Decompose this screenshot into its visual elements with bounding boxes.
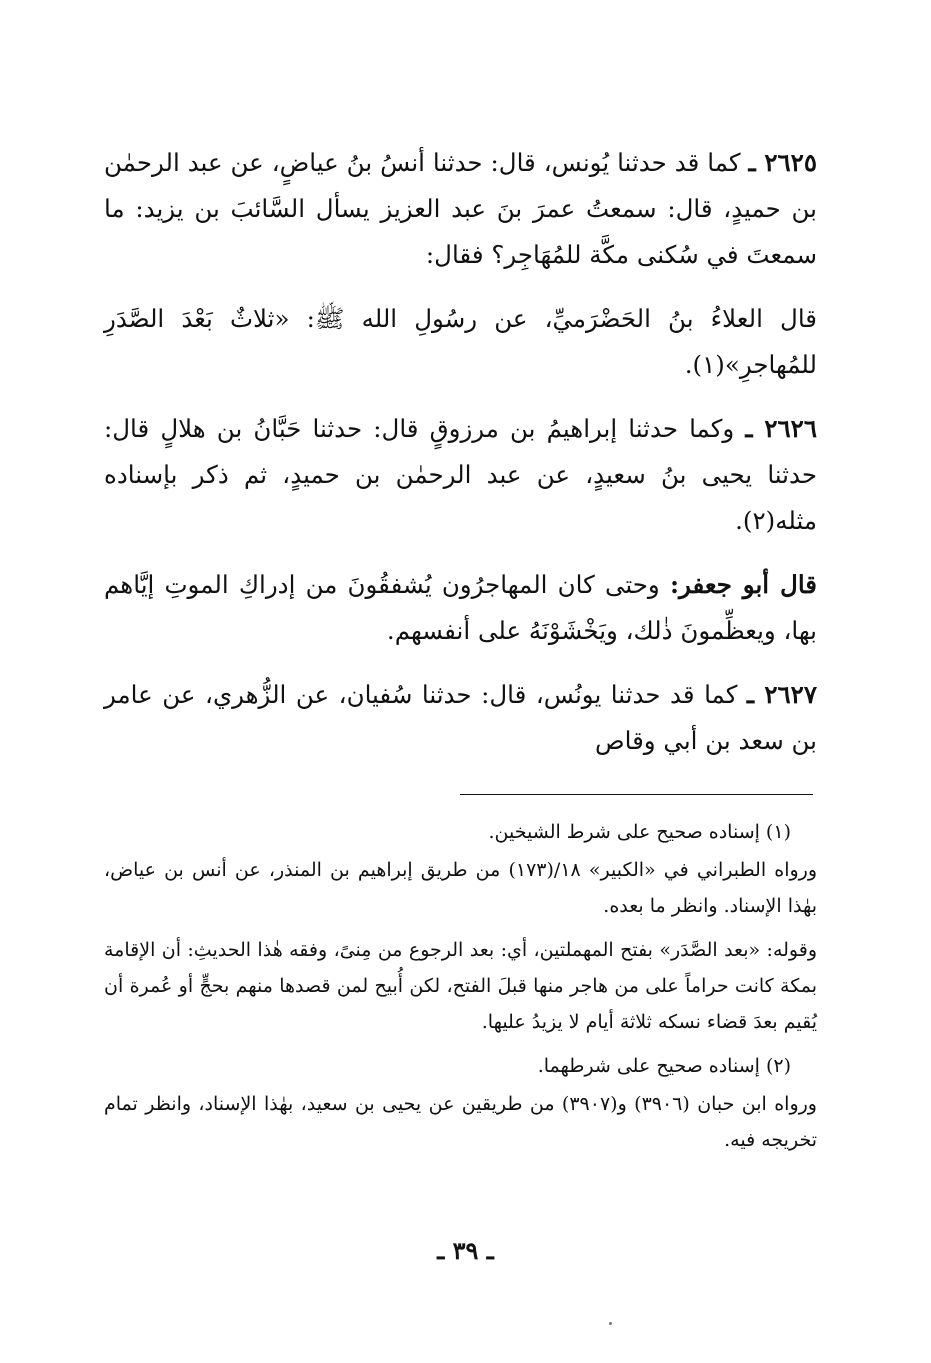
scan-speck: [609, 1322, 612, 1325]
speaker-label: قال أبو جعفر:: [669, 570, 817, 599]
hadith-number: ٢٦٢٥ ـ: [748, 148, 817, 177]
hadith-text: كما قد حدثنا يونُس، قال: حدثنا سُفيان، عن الزُّهري، عن عامر بن سعد بن أبي وقاص: [104, 680, 817, 755]
footnote-1-paragraph: وقوله: «بعد الصَّدَر» بفتح المهملتين، أي: بعد الرجوع من مِنىً، وفقه هٰذا الحديثِ: أن الإقامة بمكة كانت حراماً على من هاجر منها قبلَ الفتح، لكن أُبيح لمن قصدها منهم بحجٍّ أو عُمرة أن يُقيم بعدَ قضاء نسكه ثلاثة أيام لا يزيدُ عليها.: [104, 939, 817, 1033]
hadith-number: ٢٦٢٧ ـ: [746, 680, 817, 709]
hadith-text: قال العلاءُ بنُ الحَضْرَميِّ، عن رسُولِ الله ﷺ: «ثلاثٌ بَعْدَ الصَّدَرِ للمُهاجرِ»(١).: [104, 304, 817, 379]
page-number: ـ ٣٩ ـ: [437, 1236, 494, 1265]
footnote-1-label: (١) إسناده صحيح على شرط الشيخين.: [488, 821, 791, 843]
hadith-number: ٢٦٢٦ ـ: [745, 414, 817, 443]
hadith-text: وكما حدثنا إبراهيمُ بن مرزوقٍ قال: حدثنا حَبَّانُ بن هلالٍ قال: حدثنا يحيى بنُ سعيدٍ، عن عبد الرحمٰن بن حميدٍ، ثم ذكر بإسناده مثله(٢).: [104, 414, 817, 535]
footnote-1-paragraph: ورواه الطبراني في «الكبير» ١٨/(١٧٣) من طريق إبراهيم بن المنذر، عن أنس بن عياض، بهٰذا الإسناد. وانظر ما بعده.: [104, 859, 818, 917]
hadith-2625: [104, 140, 817, 278]
hadith-text: كما قد حدثنا يُونس، قال: حدثنا أنسُ بنُ عياضٍ، عن عبد الرحمٰن بن حميدٍ، قال: سمعتُ عمرَ بنَ عبد العزيز يسأل السَّائبَ بن يزيد: ما سمعتَ في سُكنى مكَّة للمُهَاجِر؟ فقال:: [104, 148, 817, 269]
hadith-2627: [104, 672, 817, 764]
comment-text: وحتى كان المهاجرُون يُشفقُونَ من إدراكِ الموتِ إيَّاهم بها، ويعظِّمونَ ذٰلك، ويَخْشَوْنَهُ على أنفسهم.: [104, 570, 817, 645]
main-text: [104, 140, 817, 782]
abu-jafar-comment: [104, 562, 817, 654]
footnote-divider: [460, 794, 813, 795]
hadith-2626: [104, 406, 817, 544]
footnote-2-paragraph: ورواه ابن حبان (٣٩٠٦) و(٣٩٠٧) من طريقين عن يحيى بن سعيد، بهٰذا الإسناد، وانظر تمام تخريجه فيه.: [104, 1093, 817, 1151]
footnotes: [104, 814, 817, 1166]
hadith-2625-continuation: [104, 296, 817, 388]
footnote-2-label: (٢) إسناده صحيح على شرطهما.: [537, 1055, 791, 1077]
